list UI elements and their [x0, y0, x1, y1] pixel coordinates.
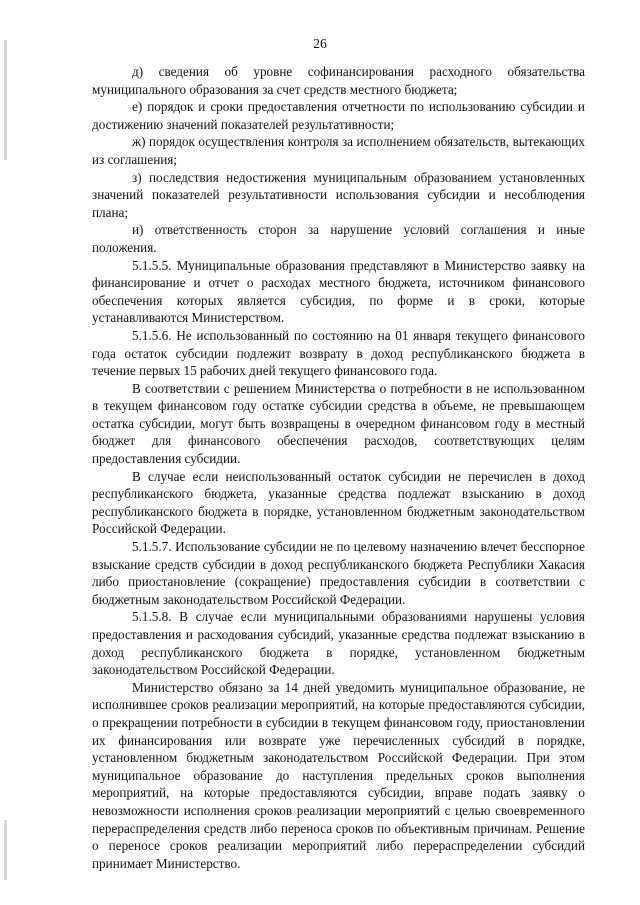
paragraph-z: з) последствия недостижения муниципальным образованием установленных значений показателей результативности использования субсидии и несоблюдения плана; [92, 169, 585, 220]
scan-edge-mark [4, 40, 7, 160]
paragraph-unused-remainder: В случае если неиспользованный остаток субсидии не перечислен в доход республиканского бюджета, указанные средства подлежат взысканию в доход республиканского бюджета в порядке, установленном бюджетным законодательством Российской Федерации. [92, 468, 585, 537]
paragraph-d: д) сведения об уровне софинансирования расходного обязательства муниципального образования за счет средств местного бюджета; [92, 64, 585, 97]
paragraph-ministry-notification: Министерство обязано за 14 дней уведомить муниципальное образование, не исполнившее сроков реализации мероприятий, на которые предоставляются субсидии, о прекращении потребности в субсидии в текущем финансовом году, приостановлении их финансирования или возврате уже перечисленных субсидий в порядке, установленном бюджетным законодательством Российской Федерации. При этом муниципальное образование до наступления предельных сроков выполнения мероприятий, на которые предоставляются субсидии, вправе подать заявку о невозможности исполнения сроков реализации мероприятий с целью своевременного перераспределения средств либо переноса сроков по объективным причинам. Решение о переносе сроков реализации мероприятий либо перераспределении субсидий принимает Министерство. [92, 679, 585, 871]
page-number: 26 [313, 36, 327, 51]
paragraph-i: и) ответственность сторон за нарушение условий соглашения и иные положения. [92, 222, 585, 255]
paragraph-zh: ж) порядок осуществления контроля за исполнением обязательств, вытекающих из соглашения; [92, 134, 585, 167]
paragraph-5-1-5-5: 5.1.5.5. Муниципальные образования представляют в Министерство заявку на финансирование и отчет о расходах местного бюджета, источником финансового обеспечения которых является субсидия, по форме и в сроки, которые устанавливаются Министерством. [92, 257, 585, 326]
document-body [92, 63, 585, 872]
paragraph-5-1-5-8: 5.1.5.8. В случае если муниципальными образованиями нарушены условия предоставления и расходования субсидий, указанные средства подлежат взысканию в доход республиканского бюджета в порядке, установленном бюджетным законодательством Российской Федерации. [92, 609, 585, 678]
scan-edge-mark [4, 820, 7, 880]
paragraph-5-1-5-6: 5.1.5.6. Не использованный по состоянию на 01 января текущего финансового года остаток субсидии подлежит возврату в доход республиканского бюджета в течение первых 15 рабочих дней текущего финансового года. [92, 327, 585, 379]
paragraph-5-1-5-7: 5.1.5.7. Использование субсидии не по целевому назначению влечет бесспорное взыскание средств субсидии в доход республиканского бюджета Республики Хакасия либо приостановление (сокращение) предоставления субсидии в соответствии с бюджетным законодательством Российской Федерации. [92, 539, 585, 607]
paragraph-ministry-decision: В соответствии с решением Министерства о потребности в не использованном в текущем финансовом году остатке субсидии средства в объеме, не превышающем остатка субсидии, могут быть возвращены в очередном финансовом году в местный бюджет для финансового обеспечения расходов, соответствующих целям предоставления субсидии. [92, 380, 585, 467]
paragraph-e: е) порядок и сроки предоставления отчетности по использованию субсидии и достижению значений показателей результативности; [92, 99, 585, 132]
